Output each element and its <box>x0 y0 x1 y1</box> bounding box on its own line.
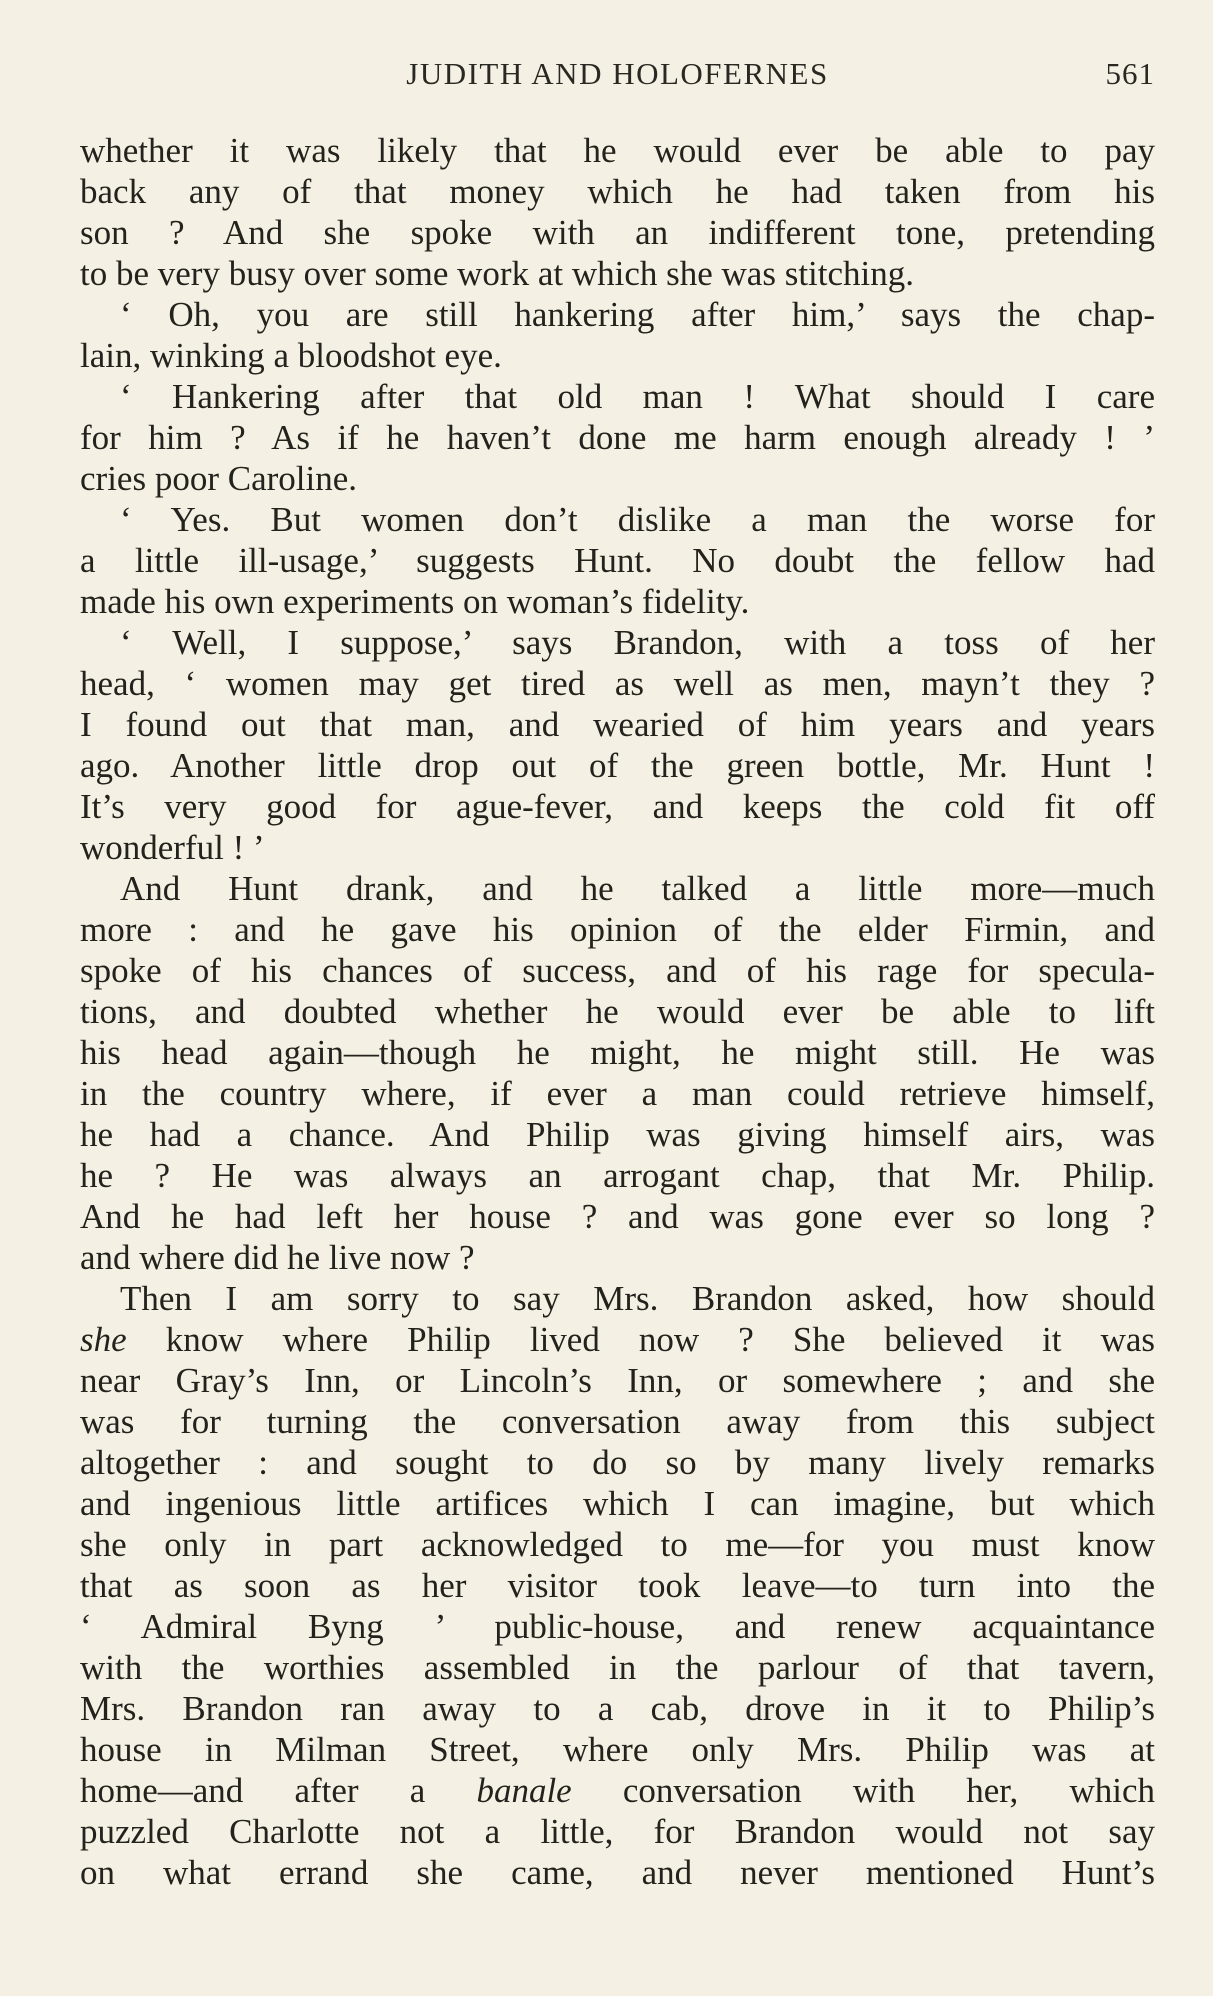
italic-word: she <box>80 1320 127 1359</box>
text-line: made his own experiments on woman’s fidelity. <box>80 582 750 621</box>
text-segment: home—and after a <box>80 1771 477 1810</box>
text-line: in the country where, if ever a man could retrieve himself, <box>80 1074 1155 1113</box>
text-line: altogether : and sought to do so by many lively remarks <box>80 1443 1155 1482</box>
text-line: ‘ Oh, you are still hankering after him,’ says the chap- <box>120 295 1155 334</box>
body-text <box>80 130 1155 1893</box>
text-line: a little ill-usage,’ suggests Hunt. No doubt the fellow had <box>80 541 1155 580</box>
text-line: his head again—though he might, he might still. He was <box>80 1033 1155 1072</box>
text-line: tions, and doubted whether he would ever be able to lift <box>80 992 1155 1031</box>
text-line: ‘ Admiral Byng ’ public-house, and renew acquaintance <box>80 1607 1155 1646</box>
text-line: puzzled Charlotte not a little, for Brandon would not say <box>80 1812 1155 1851</box>
text-line: more : and he gave his opinion of the elder Firmin, and <box>80 910 1155 949</box>
text-line: ago. Another little drop out of the green bottle, Mr. Hunt ! <box>80 746 1155 785</box>
text-line: son ? And she spoke with an indifferent tone, pretending <box>80 213 1155 252</box>
text-line: to be very busy over some work at which she was stitching. <box>80 254 915 293</box>
italic-word: banale <box>476 1771 572 1810</box>
text-line: on what errand she came, and never mentioned Hunt’s <box>80 1853 1155 1892</box>
text-line: near Gray’s Inn, or Lincoln’s Inn, or somewhere ; and she <box>80 1361 1155 1400</box>
text-line: It’s very good for ague-fever, and keeps the cold fit off <box>80 787 1155 826</box>
text-line: cries poor Caroline. <box>80 459 357 498</box>
text-line <box>80 1770 1155 1811</box>
text-line: wonderful ! ’ <box>80 828 265 867</box>
text-line: ‘ Well, I suppose,’ says Brandon, with a toss of her <box>120 623 1155 662</box>
text-line: lain, winking a bloodshot eye. <box>80 336 502 375</box>
text-line: house in Milman Street, where only Mrs. Philip was at <box>80 1730 1155 1769</box>
text-line: with the worthies assembled in the parlour of that tavern, <box>80 1648 1155 1687</box>
text-segment: conversation with her, which <box>571 1771 1155 1810</box>
text-line: ‘ Hankering after that old man ! What should I care <box>120 377 1155 416</box>
text-line: I found out that man, and wearied of him years and years <box>80 705 1155 744</box>
page-number: 561 <box>1105 56 1155 91</box>
book-page <box>80 0 1155 1996</box>
text-line: back any of that money which he had taken from his <box>80 172 1155 211</box>
text-line: Mrs. Brandon ran away to a cab, drove in it to Philip’s <box>80 1689 1155 1728</box>
running-title: JUDITH AND HOLOFERNES <box>406 56 829 91</box>
text-line: And he had left her house ? and was gone ever so long ? <box>80 1197 1155 1236</box>
text-segment: know where Philip lived now ? She believed it was <box>126 1320 1155 1359</box>
text-line: and ingenious little artifices which I can imagine, but which <box>80 1484 1155 1523</box>
text-line: Then I am sorry to say Mrs. Brandon asked, how should <box>120 1279 1155 1318</box>
text-line: whether it was likely that he would ever be able to pay <box>80 131 1155 170</box>
text-line: she only in part acknowledged to me—for you must know <box>80 1525 1155 1564</box>
text-line: and where did he live now ? <box>80 1238 475 1277</box>
text-line: he had a chance. And Philip was giving himself airs, was <box>80 1115 1155 1154</box>
text-line: ‘ Yes. But women don’t dislike a man the worse for <box>120 500 1155 539</box>
text-line: that as soon as her visitor took leave—to turn into the <box>80 1566 1155 1605</box>
text-line: he ? He was always an arrogant chap, that Mr. Philip. <box>80 1156 1155 1195</box>
text-line: for him ? As if he haven’t done me harm enough already ! ’ <box>80 418 1155 457</box>
text-line: was for turning the conversation away from this subject <box>80 1402 1155 1441</box>
text-line: And Hunt drank, and he talked a little more—much <box>120 869 1155 908</box>
text-line <box>80 1319 1155 1360</box>
text-line: spoke of his chances of success, and of his rage for specula- <box>80 951 1155 990</box>
text-line: head, ‘ women may get tired as well as men, mayn’t they ? <box>80 664 1155 703</box>
running-head <box>80 52 1155 96</box>
